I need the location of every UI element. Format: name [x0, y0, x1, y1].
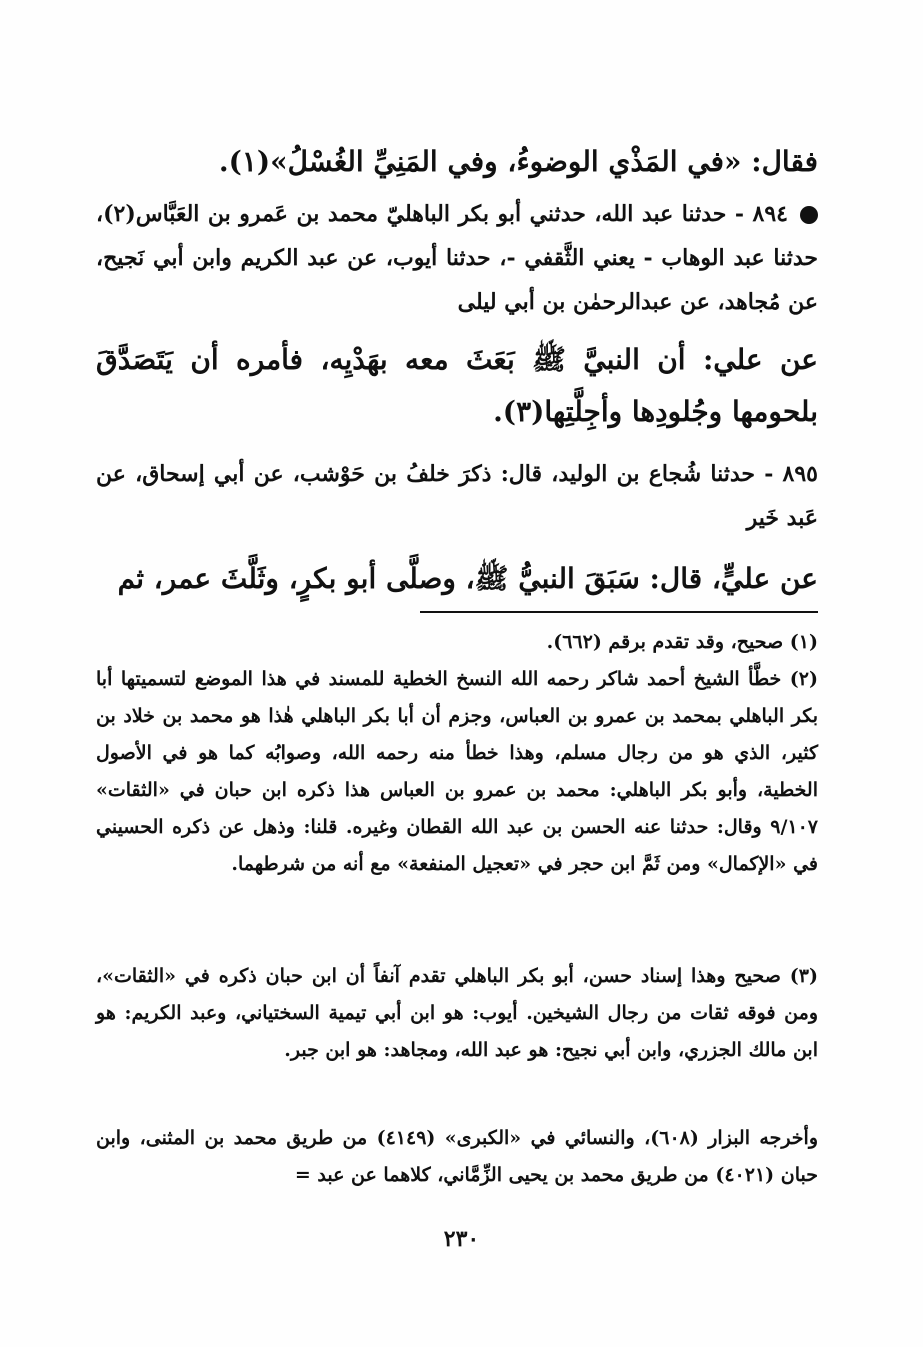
- footnote-1: (١) صحيح، وقد تقدم برقم (٦٦٢).: [546, 631, 818, 653]
- footnote-3: (٣) صحيح وهذا إسناد حسن، أبو بكر الباهلي تقدم آنفاً أن ابن حبان ذكره في «الثقات»، ومن فوقه ثقات من رجال الشيخين. أيوب: هو ابن أبي تيمية السختياني، وعبد الكريم: هو ابن مالك الجزري، وابن أبي نجيح: هو عبد الله، ومجاهد: هو ابن جبر.: [96, 965, 818, 1061]
- footnote-2: (٢) خطَّأ الشيخ أحمد شاكر رحمه الله النسخ الخطية للمسند في هذا الموضع لتسميتها أبا بكر الباهلي بمحمد بن عمرو بن العباس، وجزم أن أبا بكر الباهلي هٰذا هو محمد بن خلاد بن كثير، الذي هو من رجال مسلم، وهذا خطأ منه رحمه الله، وصوابُه كما هو في الأصول الخطية، وأبو بكر الباهلي: محمد بن عمرو بن العباس هذا ذكره ابن حبان في «الثقات» ٩/١٠٧ وقال: حدثنا عنه الحسن بن عبد الله القطان وغيره. قلنا: وذهل عن ذكره الحسيني في «الإكمال» ومن ثَمَّ ابن حجر في «تعجيل المنفعة» مع أنه من شرطهما.: [96, 668, 818, 875]
- footnote-separator: [420, 611, 818, 613]
- hadith-895-chain: ٨٩٥ - حدثنا شُجاع بن الوليد، قال: ذكرَ خلفُ بن حَوْشب، عن أبي إسحاق، عن عَبد خَير: [96, 461, 818, 531]
- hadith-894-chain-text: ٨٩٤ - حدثنا عبد الله، حدثني أبو بكر الباهليّ محمد بن عَمرو بن العَبَّاس(٢)، حدثنا عبد الوهاب - يعني الثَّقفي -، حدثنا أيوب، عن عبد الكريم وابن أبي نَجيح، عن مُجاهد، عن عبدالرحمٰن بن أبي ليلى: [96, 201, 818, 315]
- hadith-894-chain: [96, 192, 818, 324]
- footnote-3-continuation: وأخرجه البزار (٦٠٨)، والنسائي في «الكبرى» (٤١٤٩) من طريق محمد بن المثنى، وابن حبان (٤٠٢١) من طريق محمد بن يحيى الزِّمَّاني، كلاهما عن عبد =: [96, 1127, 819, 1186]
- hadith-895-text: عن عليٍّ، قال: سَبَقَ النبيُّ ﷺ، وصلَّى أبو بكرٍ، وثَلَّثَ عمر، ثم: [117, 562, 818, 595]
- main-text-line: فقال: «في المَذْي الوضوءُ، وفي المَنِيِّ الغُسْلُ»(١).: [218, 145, 818, 178]
- page-number: ٢٣٠: [443, 1226, 480, 1252]
- bullet-dot-icon: [800, 206, 818, 224]
- hadith-894-text: عن علي: أن النبيَّ ﷺ بَعَثَ معه بهَدْيِه، فأمره أن يَتَصَدَّقَ بلحومها وجُلودِها وأجِلَّتِها(٣).: [96, 343, 818, 428]
